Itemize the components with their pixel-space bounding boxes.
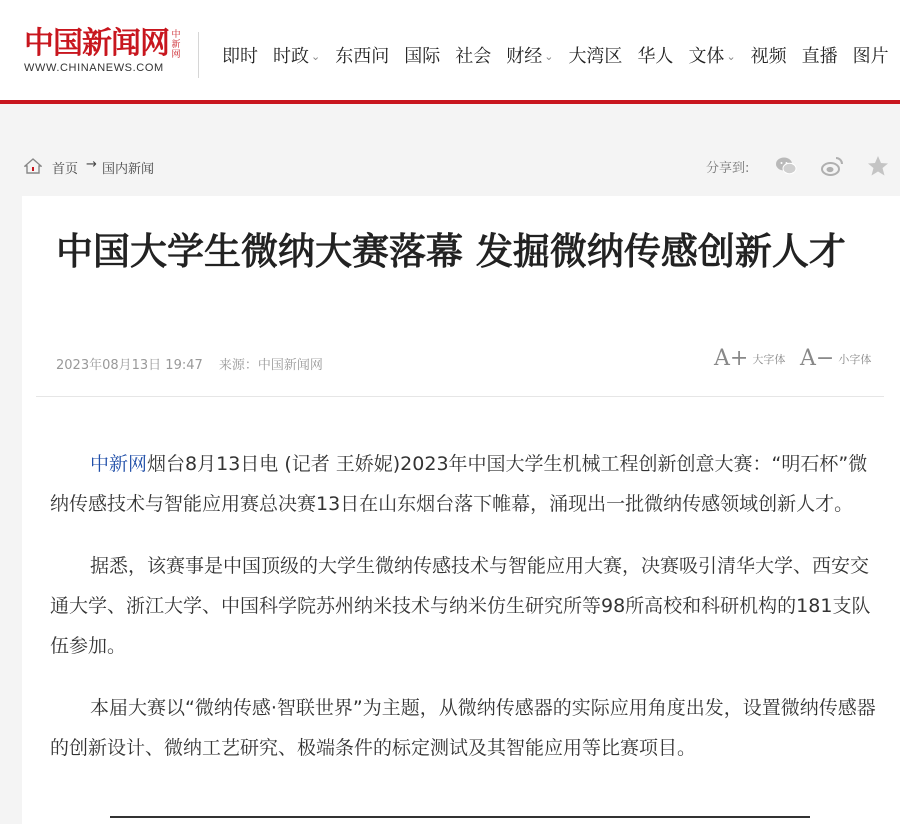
article-date: 2023年08月13日 19:47 [56,358,203,373]
nav-item[interactable] [404,44,440,70]
paragraph-text: 烟台8月13日电 (记者 王娇妮)2023年中国大学生机械工程创新创意大赛：“明石杯”微纳传感技术与智能应用赛总决赛13日在山东烟台落下帷幕，涌现出一批微纳传感领域创新人才。 [50,453,868,515]
article-meta [56,354,335,373]
nav-item[interactable] [637,44,673,70]
nav-item[interactable] [853,44,889,70]
nav-item[interactable] [335,44,389,70]
breadcrumb-category[interactable]: 国内新闻 [102,162,155,177]
nav-item[interactable] [222,44,258,70]
article-title: 中国大学生微纳大赛落幕 发掘微纳传感创新人才 [56,230,846,273]
nav-item[interactable] [568,44,622,70]
header-divider [198,32,199,78]
nav-item-label: 即时 [222,46,258,67]
nav-item[interactable] [273,44,320,70]
logo-chinese-text: 中国新闻网 [24,26,169,61]
nav-item-label: 文体 [688,46,725,67]
nav-item-label: 时政 [273,46,309,67]
logo-vertical-text: 中新网 [171,30,181,60]
nav-item-label: 图片 [852,46,889,67]
nav-item-label: 华人 [637,46,674,67]
nav-item[interactable] [455,44,491,70]
source-link[interactable]: 中新网 [90,453,148,475]
nav-item[interactable] [506,44,553,70]
meta-divider [36,396,884,397]
nav-item-label: 大湾区 [568,46,623,67]
share-label: 分享到: [706,161,750,176]
favorite-star-icon[interactable] [866,154,890,178]
site-header [0,0,900,104]
font-size-large-button[interactable] [714,346,785,371]
breadcrumb-arrow: → [86,157,97,172]
breadcrumb-bar [24,154,890,178]
font-large-label: 大字体 [752,352,786,366]
nav-item-label: 东西问 [335,46,390,67]
site-logo[interactable] [24,28,184,78]
article-source: 来源：中国新闻网 [218,358,323,373]
nav-item[interactable] [688,44,735,70]
chevron-down-icon: ⌄ [544,50,554,63]
wechat-icon[interactable] [774,154,798,178]
nav-item-label: 国际 [404,46,441,67]
main-nav [222,44,900,70]
font-size-small-button[interactable] [800,346,871,371]
chevron-down-icon: ⌄ [311,50,321,63]
article-paragraph: 本届大赛以“微纳传感·智联世界”为主题，从微纳传感器的实际应用角度出发，设置微纳传感器的创新设计、微纳工艺研究、极端条件的标定测试及其智能应用等比赛项目。 [50,697,876,759]
nav-item[interactable] [751,44,787,70]
font-small-icon: A− [800,346,835,371]
font-large-icon: A+ [714,346,749,371]
article-card [22,196,900,824]
chevron-down-icon: ⌄ [726,50,736,63]
article-body [50,444,876,790]
breadcrumb-home[interactable]: 首页 [52,162,79,177]
article-paragraph [50,444,876,524]
nav-item[interactable] [802,44,838,70]
image-top-edge [110,816,810,818]
nav-item-label: 视频 [750,46,787,67]
nav-item-label: 财经 [506,46,543,67]
home-icon[interactable] [24,158,42,174]
font-small-label: 小字体 [838,352,872,366]
article-paragraph: 据悉，该赛事是中国顶级的大学生微纳传感技术与智能应用大赛，决赛吸引清华大学、西安交通大学、浙江大学、中国科学院苏州纳米技术与纳米仿生研究所等98所高校和科研机构的181支队伍参加。 [50,555,871,657]
nav-item-label: 直播 [801,46,838,67]
nav-item-label: 社会 [455,46,492,67]
weibo-icon[interactable] [820,154,844,178]
logo-english-text: WWW.CHINANEWS.COM [24,62,164,74]
